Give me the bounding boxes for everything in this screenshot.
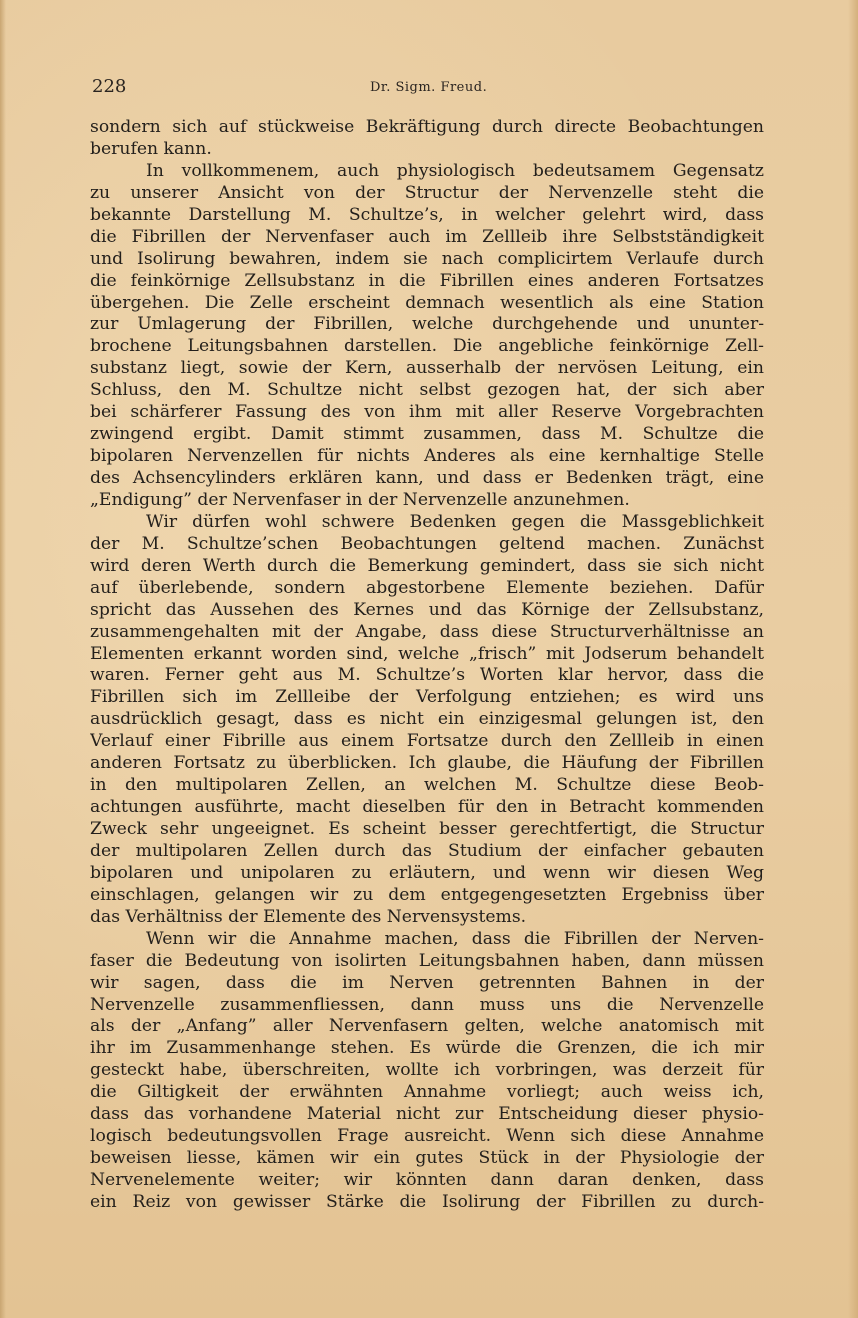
page-header (92, 74, 764, 100)
text-line: ein Reiz von gewisser Stärke die Isolirung der Fibrillen zu durch- (90, 1191, 764, 1212)
page-edge-shadow-right (848, 0, 858, 1318)
text-line: übergehen. Die Zelle erscheint demnach wesentlich als eine Station (90, 292, 764, 313)
text-line: waren. Ferner geht aus M. Schultze’s Worten klar hervor, dass die (90, 665, 764, 686)
text-line: wird deren Werth durch die Bemerkung gemindert, dass sie sich nicht (90, 555, 764, 576)
text-line: Zweck sehr ungeeignet. Es scheint besser gerechtfertigt, die Structur (90, 819, 764, 839)
text-line: zwingend ergibt. Damit stimmt zusammen, dass M. Schultze die (90, 424, 764, 445)
text-line: achtungen ausführte, macht dieselben für den in Betracht kommenden (90, 797, 764, 818)
text-line: die Giltigkeit der erwähnten Annahme vorliegt; auch weiss ich, (90, 1082, 764, 1103)
text-line: Verlauf einer Fibrille aus einem Fortsatze durch den Zellleib in einen (90, 731, 764, 752)
page-number: 228 (92, 76, 127, 97)
text-line: „Endigung” der Nervenfaser in der Nervenzelle anzunehmen. (90, 489, 630, 510)
text-line: zu unserer Ansicht von der Structur der Nervenzelle steht die (90, 182, 764, 203)
text-line: bei schärferer Fassung des von ihm mit aller Reserve Vorgebrachten (90, 402, 764, 423)
text-line: substanz liegt, sowie der Kern, ausserhalb der nervösen Leitung, ein (90, 358, 764, 379)
text-line: wir sagen, dass die im Nerven getrennten Bahnen in der (90, 972, 764, 993)
text-line: Schluss, den M. Schultze nicht selbst gezogen hat, der sich aber (90, 380, 764, 401)
text-line: auf überlebende, sondern abgestorbene Elemente beziehen. Dafür (90, 577, 764, 598)
page-edge-shadow-left (0, 0, 6, 1318)
text-line: Nervenelemente weiter; wir könnten dann daran denken, dass (90, 1170, 764, 1190)
text-line: beweisen liesse, kämen wir ein gutes Stück in der Physiologie der (90, 1148, 764, 1169)
text-line: als der „Anfang” aller Nervenfasern gelten, welche anatomisch mit (90, 1016, 764, 1037)
text-line: des Achsencylinders erklären kann, und dass er Bedenken trägt, eine (90, 468, 764, 488)
text-line: der multipolaren Zellen durch das Studium der einfacher gebauten (90, 840, 764, 861)
text-line: zusammengehalten mit der Angabe, dass diese Structurverhältnisse an (90, 621, 764, 642)
text-line: einschlagen, gelangen wir zu dem entgegengesetzten Ergebniss über (90, 884, 764, 905)
text-line: faser die Bedeutung von isolirten Leitungsbahnen haben, dann müssen (90, 950, 764, 971)
text-line: die Fibrillen der Nervenfaser auch im Zellleib ihre Selbstständigkeit (90, 226, 764, 247)
text-line: Nervenzelle zusammenfliessen, dann muss uns die Nervenzelle (90, 994, 764, 1015)
text-line: bekannte Darstellung M. Schultze’s, in welcher gelehrt wird, dass (90, 204, 764, 225)
text-line: Elementen erkannt worden sind, welche „frisch” mit Jodserum behandelt (90, 643, 764, 664)
text-line: die feinkörnige Zellsubstanz in die Fibrillen eines anderen Fortsatzes (90, 270, 764, 291)
text-line: ihr im Zusammenhange stehen. Es würde die Grenzen, die ich mir (90, 1038, 764, 1059)
text-line: Wenn wir die Annahme machen, dass die Fibrillen der Nerven- (146, 928, 764, 949)
text-line: dass das vorhandene Material nicht zur Entscheidung dieser physio- (90, 1104, 764, 1125)
text-line: und Isolirung bewahren, indem sie nach complicirtem Verlaufe durch (90, 248, 764, 269)
body-text (90, 117, 764, 1214)
text-line: Wir dürfen wohl schwere Bedenken gegen die Massgeblichkeit (146, 511, 764, 532)
text-line: gesteckt habe, überschreiten, wollte ich vorbringen, was derzeit für (90, 1060, 764, 1081)
text-line: bipolaren und unipolaren zu erläutern, und wenn wir diesen Weg (90, 862, 764, 883)
text-line: Fibrillen sich im Zellleibe der Verfolgung entziehen; es wird uns (90, 687, 764, 708)
text-line: spricht das Aussehen des Kernes und das Körnige der Zellsubstanz, (90, 599, 764, 620)
text-line: bipolaren Nervenzellen für nichts Anderes als eine kernhaltige Stelle (90, 446, 764, 467)
text-line: in den multipolaren Zellen, an welchen M. Schultze diese Beob- (90, 775, 764, 796)
text-line: ausdrücklich gesagt, dass es nicht ein einzigesmal gelungen ist, den (90, 709, 764, 730)
text-line: logisch bedeutungsvollen Frage ausreicht. Wenn sich diese Annahme (90, 1126, 764, 1147)
text-line: berufen kann. (90, 138, 212, 159)
running-head: Dr. Sigm. Freud. (370, 80, 488, 95)
text-line: der M. Schultze’schen Beobachtungen geltend machen. Zunächst (90, 533, 764, 554)
text-line: anderen Fortsatz zu überblicken. Ich glaube, die Häufung der Fibrillen (90, 753, 764, 774)
text-line: brochene Leitungsbahnen darstellen. Die angebliche feinkörnige Zell- (90, 336, 764, 357)
text-line: zur Umlagerung der Fibrillen, welche durchgehende und ununter- (90, 314, 764, 335)
text-line: sondern sich auf stückweise Bekräftigung durch directe Beobachtungen (90, 117, 764, 137)
text-line: In vollkommenem, auch physiologisch bedeutsamem Gegensatz (146, 160, 764, 181)
text-line: das Verhältniss der Elemente des Nervensystems. (90, 906, 527, 927)
